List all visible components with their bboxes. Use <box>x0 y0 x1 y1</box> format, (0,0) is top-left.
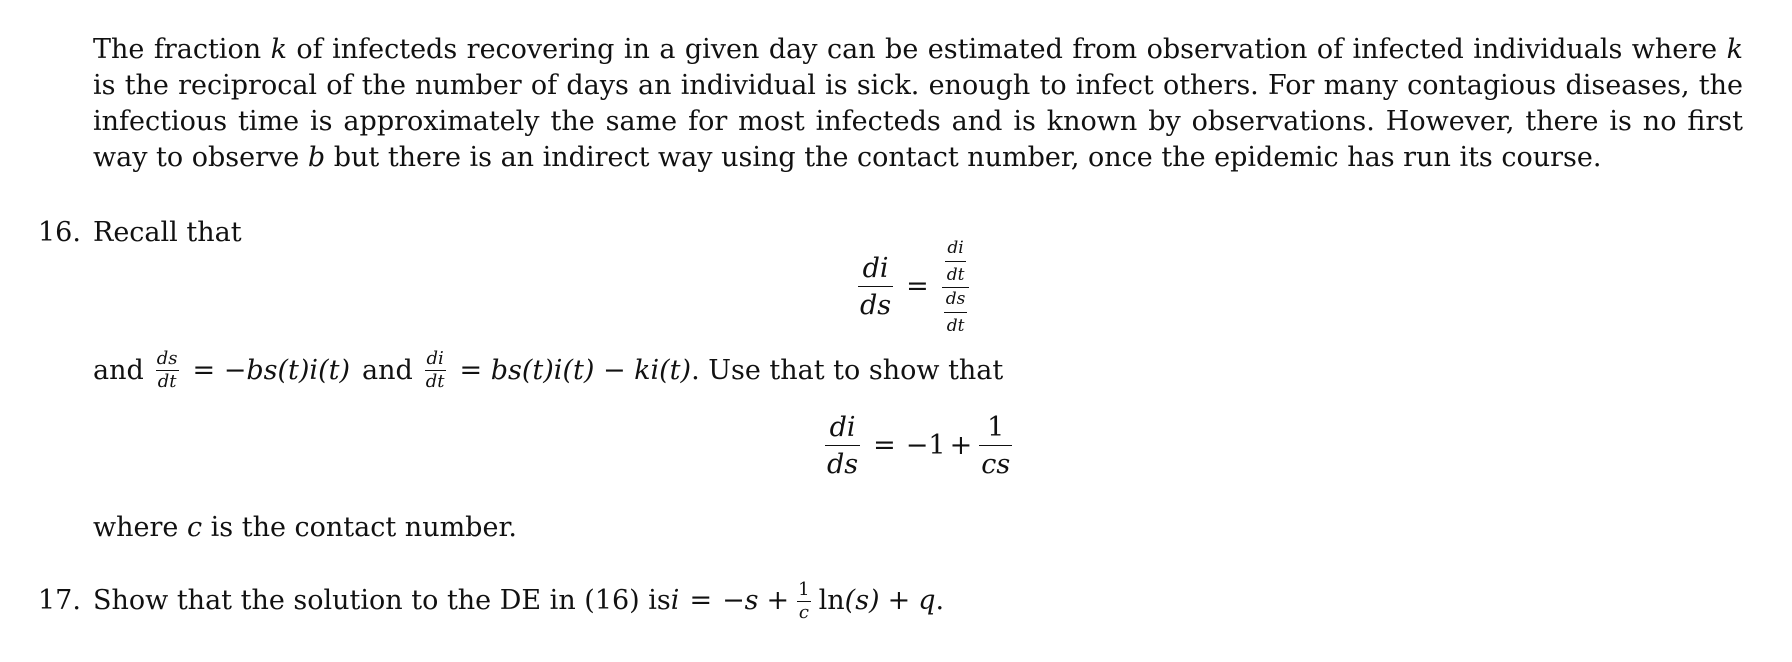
where-text: where <box>93 512 187 543</box>
var-c: c <box>186 512 203 543</box>
var-b: b <box>307 142 326 173</box>
frac-denominator: dt <box>157 371 177 392</box>
equals-sign: = <box>906 271 929 302</box>
intro-text: of infecteds recovering in a given day can be estimated from observation of infected individuals where <box>286 34 1727 65</box>
fraction-di-dt <box>945 237 967 285</box>
compound-denominator <box>942 288 970 335</box>
fraction-di-dt <box>425 350 446 391</box>
fraction-1-c <box>797 578 810 623</box>
ln-function: ln <box>818 585 845 616</box>
var-k: k <box>270 34 287 65</box>
frac-numerator: di <box>862 253 889 284</box>
frac-numerator: di <box>947 237 964 258</box>
frac-denominator: cs <box>981 449 1011 480</box>
period: . <box>935 585 945 616</box>
fraction-di-ds <box>858 255 893 319</box>
frac-numerator: di <box>829 412 856 443</box>
equation-di-ds-chain <box>855 237 972 336</box>
frac-denominator: ds <box>860 290 892 321</box>
frac-numerator: 1 <box>987 412 1005 443</box>
intro-text: is the reciprocal of the number of days an individual is sick. enough to infect others. For many contagious diseases, the infectious time is approximately the same for most infecteds and is known by observations. However, there is no first way to observe <box>93 70 1743 173</box>
minus-one: −1 <box>905 430 946 461</box>
frac-numerator: di <box>426 348 444 369</box>
word-and: and <box>93 354 144 386</box>
frac-denominator: dt <box>425 371 445 392</box>
equals-sign: = <box>689 585 713 616</box>
var-i: i <box>670 585 680 616</box>
var-q: q <box>918 585 936 616</box>
frac-numerator: 1 <box>798 578 810 600</box>
item-17-number: 17. <box>38 585 81 616</box>
expression-di-dt: = bs(t)i(t) − ki(t) <box>459 354 692 386</box>
compound-numerator <box>943 237 969 287</box>
item-16-lead: Recall that <box>93 217 242 248</box>
item-17-text <box>93 575 944 627</box>
expression-ds-dt: = −bs(t)i(t) <box>192 354 350 386</box>
frac-numerator: ds <box>156 348 178 369</box>
intro-text: The fraction <box>93 34 271 65</box>
item-16-number: 16. <box>38 217 81 248</box>
var-k: k <box>1726 34 1743 65</box>
equation-di-ds-result <box>822 410 1015 482</box>
ln-argument: (s) <box>844 585 880 616</box>
fraction-ds-dt <box>156 350 179 391</box>
neg-s: −s <box>722 585 759 616</box>
plus-sign: + <box>887 585 911 616</box>
frac-denominator: dt <box>946 315 965 336</box>
plus-sign: + <box>949 430 973 461</box>
equals-sign: = <box>873 430 896 461</box>
fraction-di-ds <box>825 414 860 478</box>
line-tail-text: . Use that to show that <box>691 354 1004 386</box>
where-text: is the contact number. <box>202 512 517 543</box>
fraction-1-cs <box>979 414 1012 478</box>
frac-numerator: ds <box>945 288 966 309</box>
item-17-statement: Show that the solution to the DE in (16) is <box>93 585 671 616</box>
intro-paragraph <box>93 32 1743 176</box>
plus-sign: + <box>766 585 790 616</box>
item-16-where-line <box>93 510 517 546</box>
item-16-given-line <box>93 350 1003 391</box>
frac-denominator: c <box>798 601 809 623</box>
intro-text: but there is an indirect way using the contact number, once the epidemic has run its course. <box>325 142 1602 173</box>
word-and: and <box>362 354 413 386</box>
fraction-ds-dt <box>944 288 968 336</box>
frac-denominator: dt <box>946 264 965 285</box>
compound-fraction <box>942 237 970 336</box>
frac-denominator: ds <box>827 449 859 480</box>
